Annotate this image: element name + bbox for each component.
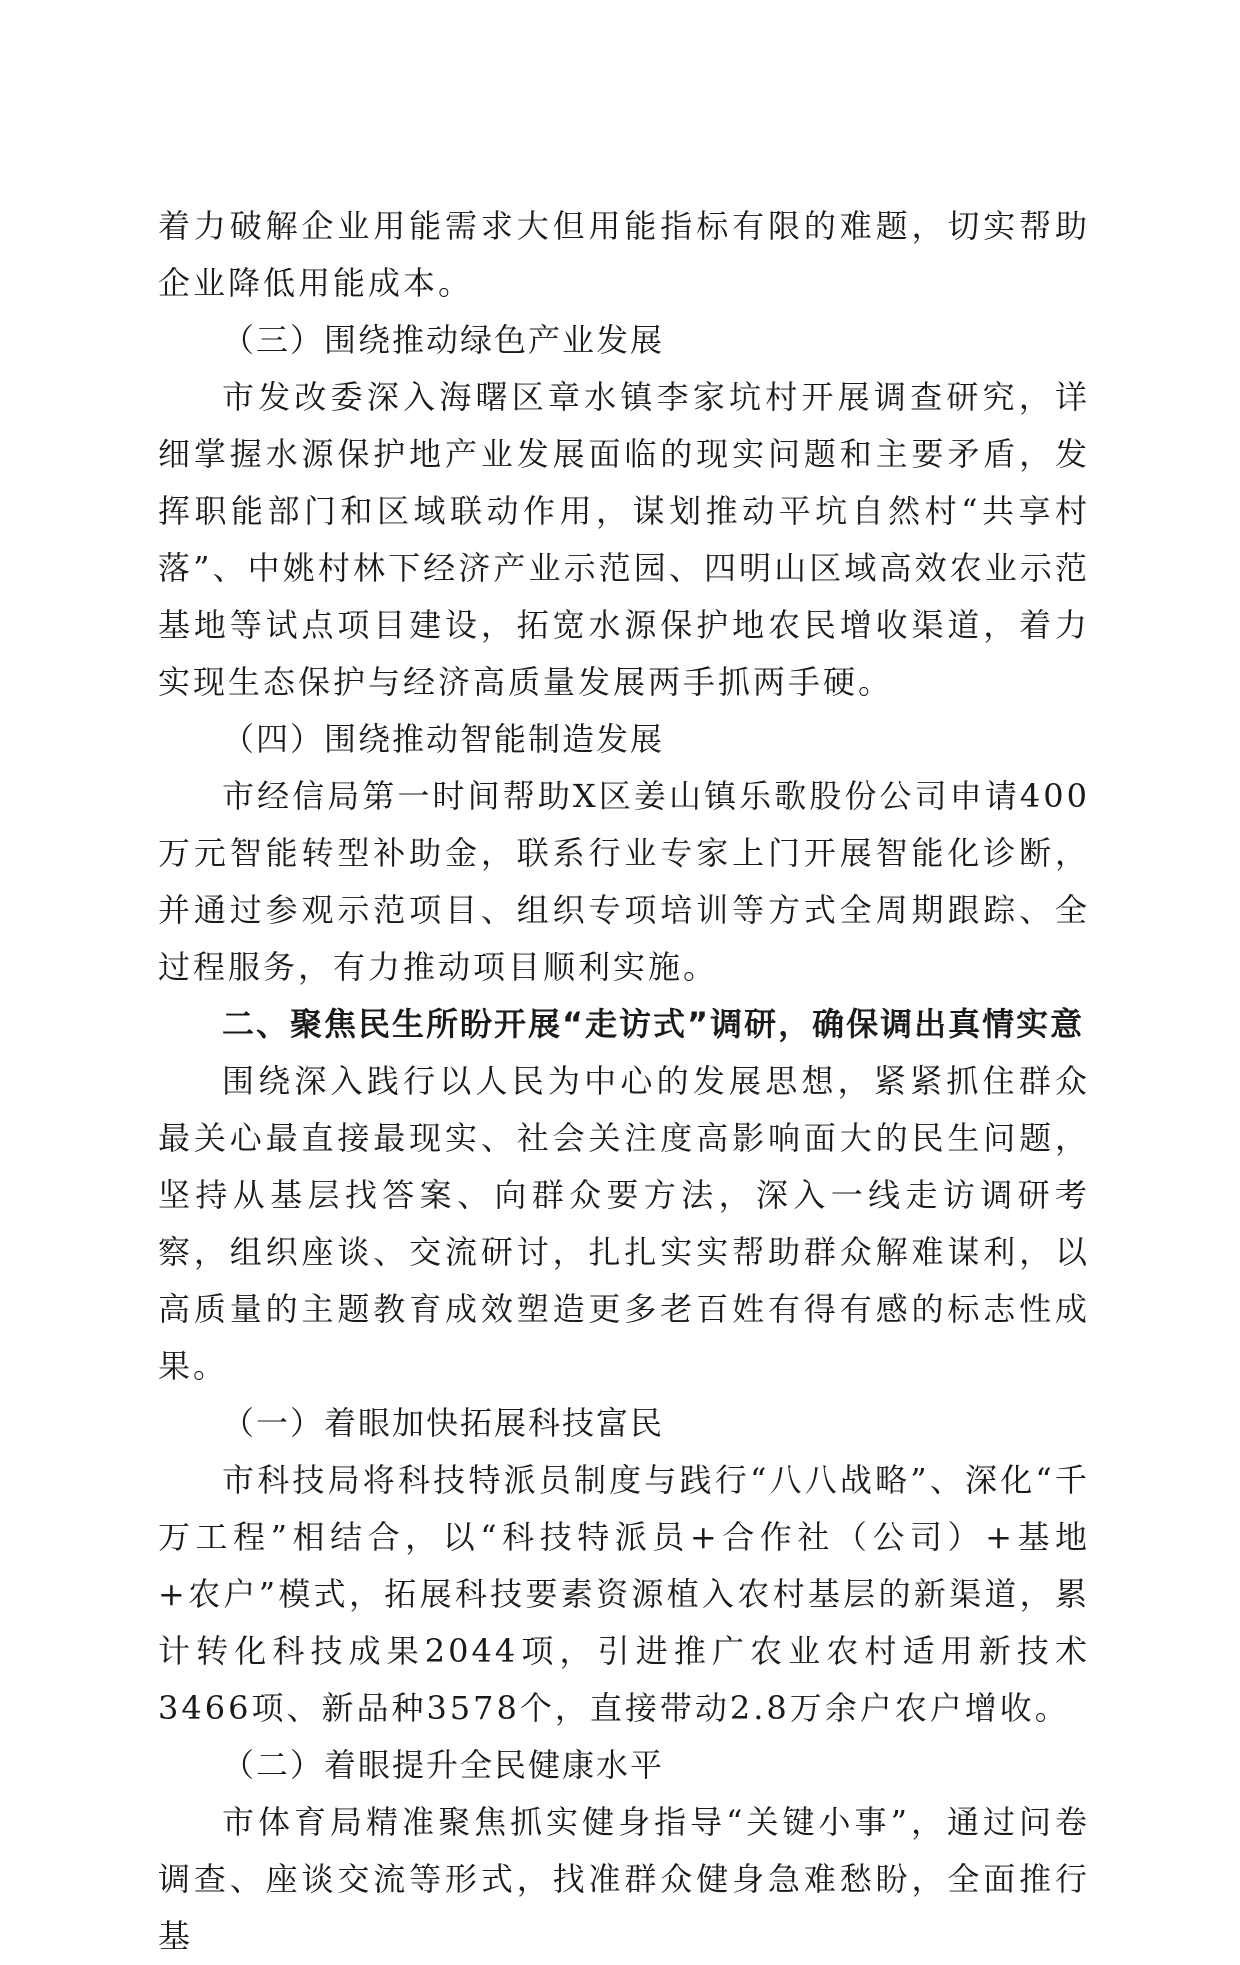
paragraph-development-reform: 市发改委深入海曙区章水镇李家坑村开展调查研究，详细掌握水源保护地产业发展面临的现实问题和主要矛盾，发挥职能部门和区域联动作用，谋划推动平坑自然村“共享村落”、中姚村林下经济产业示范园、四明山区域高效农业示范基地等试点项目建设，拓宽水源保护地农民增收渠道，着力实现生态保护与经济高质量发展两手抓两手硬。	[158, 378, 1090, 701]
subheading-green-industry: （三）围绕推动绿色产业发展	[222, 321, 665, 359]
paragraph-people-centered: 围绕深入践行以人民为中心的发展思想，紧紧抓住群众最关心最直接最现实、社会关注度高影响面大的民生问题，坚持从基层找答案、向群众要方法，深入一线走访调研考察，组织座谈、交流研讨，扎扎实实帮助群众解难谋利，以高质量的主题教育成效塑造更多老百姓有得有感的标志性成果。	[158, 1062, 1090, 1385]
paragraph-science-tech: 市科技局将科技特派员制度与践行“八八战略”、深化“千万工程”相结合，以“科技特派员+合作社（公司）+基地+农户”模式，拓展科技要素资源植入农村基层的新渠道，累计转化科技成果2044项，引进推广农业农村适用新技术3466项、新品种3578个，直接带动2.8万余户农户增收。	[158, 1461, 1090, 1727]
subheading-public-health: （二）着眼提升全民健康水平	[222, 1746, 665, 1784]
document-body	[158, 198, 1090, 1965]
subheading-tech-enrichment: （一）着眼加快拓展科技富民	[222, 1404, 665, 1442]
paragraph-continuation: 着力破解企业用能需求大但用能指标有限的难题，切实帮助企业降低用能成本。	[158, 207, 1090, 302]
paragraph-sports-bureau: 市体育局精准聚焦抓实健身指导“关键小事”，通过问卷调查、座谈交流等形式，找准群众健身急难愁盼，全面推行基	[158, 1803, 1090, 1955]
section-heading-livelihood: 二、聚焦民生所盼开展“走访式”调研，确保调出真情实意	[222, 1005, 1085, 1043]
paragraph-economy-info: 市经信局第一时间帮助X区姜山镇乐歌股份公司申请400万元智能转型补助金，联系行业专家上门开展智能化诊断，并通过参观示范项目、组织专项培训等方式全周期跟踪、全过程服务，有力推动项目顺利实施。	[158, 777, 1090, 986]
subheading-smart-manufacturing: （四）围绕推动智能制造发展	[222, 720, 665, 758]
